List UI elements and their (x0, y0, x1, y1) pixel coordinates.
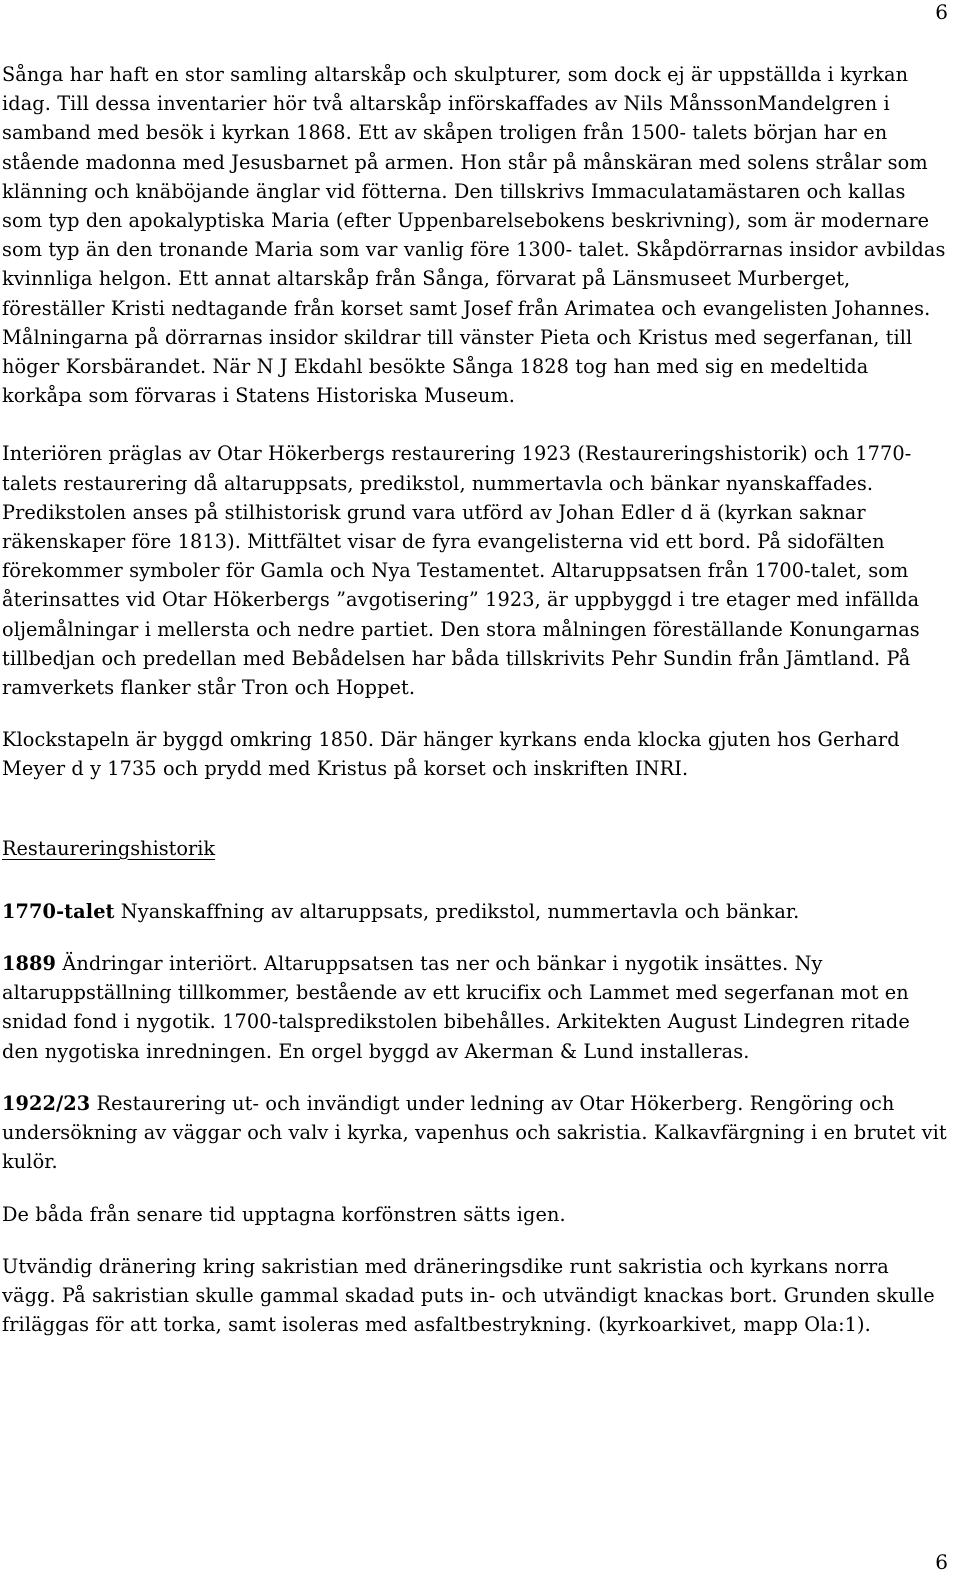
restoration-entry-year: 1770-talet (2, 899, 115, 923)
paragraph-bell-tower: Klockstapeln är byggd omkring 1850. Där hänger kyrkans enda klocka gjuten hos Gerhard Meyer d y 1735 och prydd med Kristus på korset och inskriften INRI. (2, 728, 900, 781)
restoration-entry (2, 949, 947, 1066)
restoration-note-windows: De båda från senare tid upptagna korfönstren sätts igen. (2, 1202, 566, 1226)
restoration-entry-text: Nyanskaffning av altaruppsats, predikstol, nummertavla och bänkar. (114, 899, 800, 923)
restoration-entry-text: Ändringar interiört. Altaruppsatsen tas ner och bänkar i nygotik insättes. Ny altaruppställning tillkommer, bestående av ett krucifix och Lammet med segerfanan mot en snidad fond i nygotik. 1700-talspredikstolen bibehålles. Arkitekten August Lindegren ritade den nygotiska inredningen. En orgel byggd av Akerman & Lund installeras. (2, 952, 910, 1063)
restoration-entry-year: 1922/23 (2, 1091, 91, 1115)
document-body (2, 60, 947, 1339)
restoration-entry-text: Restaurering ut- och invändigt under ledning av Otar Hökerberg. Rengöring och undersökning av väggar och valv i kyrka, vapenhus och sakristia. Kalkavfärgning i en brutet vit kulör. (2, 1091, 947, 1174)
page-number-bottom: 6 (935, 1550, 948, 1574)
restoration-note-drainage: Utvändig dränering kring sakristian med dräneringsdike runt sakristia och kyrkans norra vägg. På sakristian skulle gammal skadad puts in- och utvändigt knackas bort. Grunden skulle friläggas för att torka, samt isoleras med asfaltbestrykning. (kyrkoarkivet, mapp Ola:1). (2, 1254, 935, 1337)
restoration-history-heading: Restaureringshistorik (2, 836, 216, 860)
page-number-top: 6 (935, 0, 948, 24)
paragraph-altarpieces: Sånga har haft en stor samling altarskåp och skulpturer, som dock ej är uppställda i kyrkan idag. Till dessa inventarier hör två altarskåp införskaffades av Nils MånssonMandelgren i samband med besök i kyrkan 1868. Ett av skåpen troligen från 1500- talets början har en stående madonna med Jesusbarnet på armen. Hon står på månskäran med solens strålar som klänning och knäböjande änglar vid fötterna. Den tillskrivs Immaculatamästaren och kallas som typ den apokalyptiska Maria (efter Uppenbarelsebokens beskrivning), som är modernare som typ än den tronande Maria som var vanlig före 1300- talet. Skåpdörrarnas insidor avbildas kvinnliga helgon. Ett annat altarskåp från Sånga, förvarat på Länsmuseet Murberget, föreställer Kristi nedtagande från korset samt Josef från Arimatea och evangelisten Johannes. Målningarna på dörrarnas insidor skildrar till vänster Pieta och Kristus med segerfanan, till höger Korsbärandet. När N J Ekdahl besökte Sånga 1828 tog han med sig en medeltida korkåpa som förvaras i Statens Historiska Museum. (2, 63, 946, 408)
paragraph-interior: Interiören präglas av Otar Hökerbergs restaurering 1923 (Restaureringshistorik) och 1770-talets restaurering då altaruppsats, predikstol, nummertavla och bänkar nyanskaffades. Predikstolen anses på stilhistorisk grund vara utförd av Johan Edler d ä (kyrkan saknar räkenskaper före 1813). Mittfältet visar de fyra evangelisterna vid ett bord. På sidofälten förekommer symboler för Gamla och Nya Testamentet. Altaruppsatsen från 1700-talet, som återinsattes vid Otar Hökerbergs ”avgotisering” 1923, är uppbyggd i tre etager med infällda oljemålningar i mellersta och nedre partiet. Den stora målningen föreställande Konungarnas tillbedjan och predellan med Bebådelsen har båda tillskrivits Pehr Sundin från Jämtland. På ramverkets flanker står Tron och Hoppet. (2, 442, 920, 700)
restoration-entry (2, 1089, 947, 1177)
restoration-entry (2, 897, 947, 926)
restoration-entry-year: 1889 (2, 952, 57, 976)
